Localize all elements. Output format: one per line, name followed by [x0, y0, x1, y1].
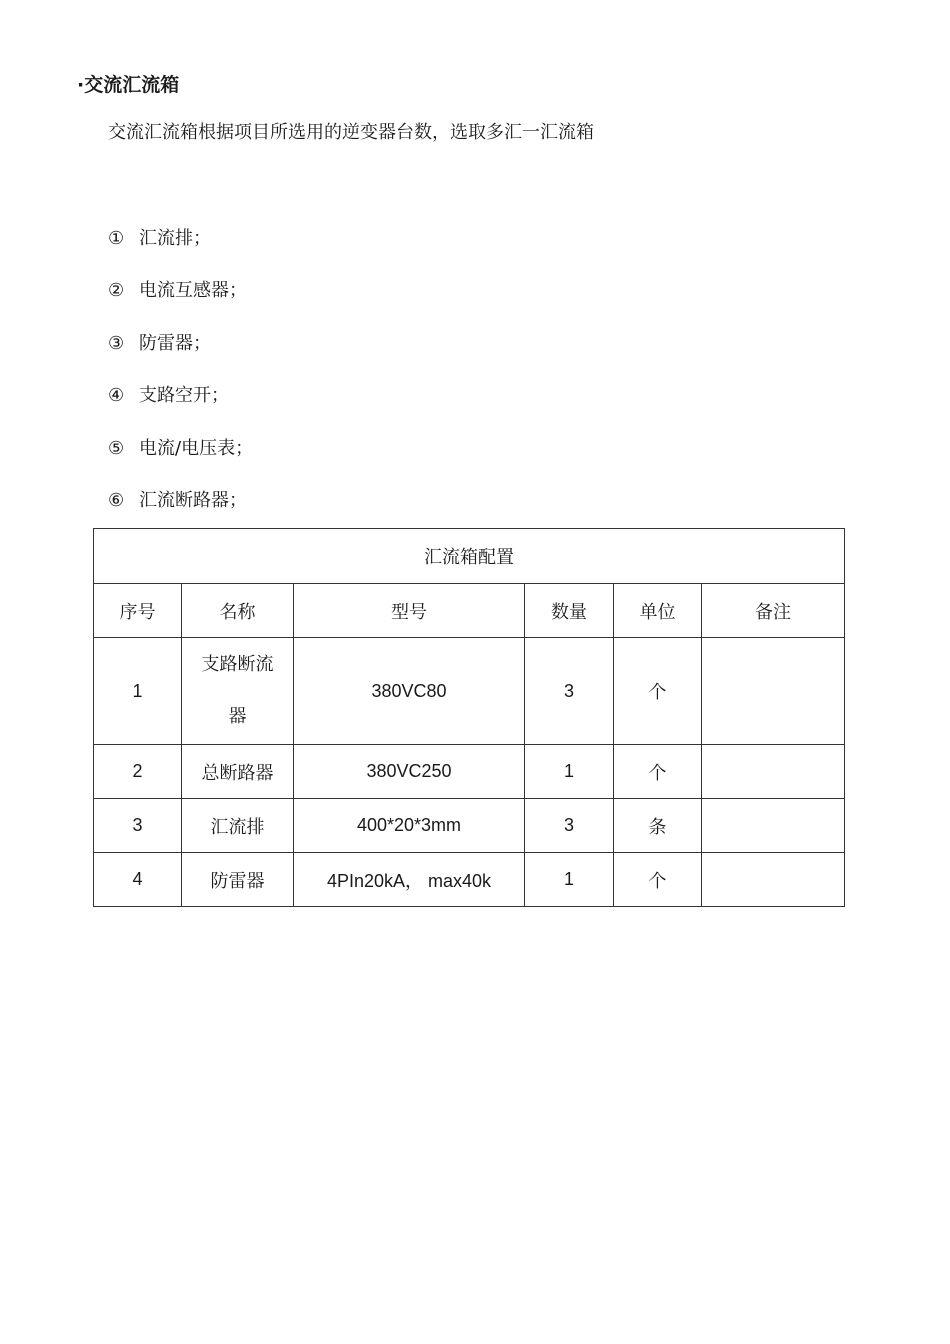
list-marker: ③ [108, 332, 125, 354]
cell-unit: 条 [614, 799, 702, 853]
list-item [108, 225, 253, 277]
list-item-text: 汇流排； [139, 228, 211, 249]
table-row [94, 745, 845, 799]
cell-note [702, 638, 845, 745]
list-marker: ② [108, 280, 125, 302]
cell-model: 4PIn20kA， max40k [294, 853, 525, 907]
cell-note [702, 799, 845, 853]
list-marker: ① [108, 228, 125, 249]
list-item-text: 防雷器； [139, 332, 211, 354]
column-header-qty: 数量 [525, 584, 614, 638]
cell-qty: 3 [525, 638, 614, 745]
cell-qty: 1 [525, 745, 614, 799]
list-item-text: 电流互感器； [139, 280, 247, 302]
list-marker: ⑥ [108, 489, 125, 511]
section-heading: ·交流汇流箱 [77, 74, 180, 96]
list-marker: ⑤ [108, 437, 125, 459]
cell-unit: 个 [614, 745, 702, 799]
cell-index: 1 [94, 638, 182, 745]
column-header-note: 备注 [702, 584, 845, 638]
cell-unit: 个 [614, 853, 702, 907]
table-caption: 汇流箱配置 [94, 529, 845, 584]
cell-unit: 个 [614, 638, 702, 745]
column-header-index: 序号 [94, 584, 182, 638]
list-item-text: 电流/电压表； [139, 437, 254, 459]
list-item-text: 支路空开； [139, 385, 229, 407]
cell-note [702, 853, 845, 907]
cell-index: 3 [94, 799, 182, 853]
cell-model: 380VC80 [294, 638, 525, 745]
column-header-unit: 单位 [614, 584, 702, 638]
column-header-name: 名称 [182, 584, 294, 638]
cell-note [702, 745, 845, 799]
cell-name: 防雷器 [182, 853, 294, 907]
list-item-text: 汇流断路器； [139, 489, 247, 511]
cell-name: 汇流排 [182, 799, 294, 853]
intro-paragraph: 交流汇流箱根据项目所选用的逆变器台数，选取多汇一汇流箱 [108, 122, 594, 143]
config-table [93, 528, 845, 907]
table-row [94, 853, 845, 907]
component-list [108, 225, 253, 539]
cell-qty: 3 [525, 799, 614, 853]
table-row [94, 799, 845, 853]
list-item [108, 330, 253, 382]
cell-index: 4 [94, 853, 182, 907]
column-header-model: 型号 [294, 584, 525, 638]
list-item [108, 382, 253, 434]
table-row [94, 638, 845, 745]
list-item [108, 277, 253, 329]
table-header-row [94, 584, 845, 638]
cell-qty: 1 [525, 853, 614, 907]
cell-name-text: 支路断流器 [201, 654, 274, 727]
list-item [108, 435, 253, 487]
cell-name [182, 638, 294, 745]
cell-model: 380VC250 [294, 745, 525, 799]
list-marker: ④ [108, 385, 125, 407]
cell-model: 400*20*3mm [294, 799, 525, 853]
cell-name: 总断路器 [182, 745, 294, 799]
cell-index: 2 [94, 745, 182, 799]
